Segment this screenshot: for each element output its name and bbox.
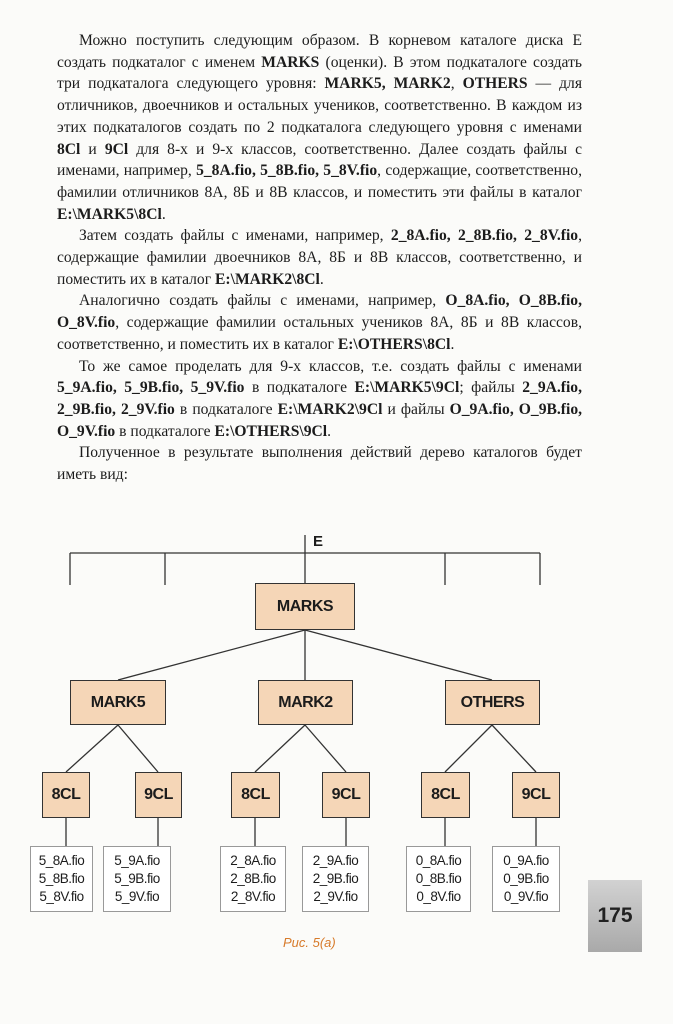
page-number: 175 <box>588 880 642 952</box>
bold-term: OTHERS <box>462 75 528 93</box>
file-name: 5_9A.fio <box>114 853 160 868</box>
file-list <box>406 846 471 912</box>
text-run: , содержащие фамилии остальных учеников 8А, 8Б и 8В классов, соответственно, и поместить их в каталог <box>57 314 582 353</box>
bold-term: MARKS <box>261 53 320 71</box>
bold-term: E:\MARK5\9Cl <box>354 379 460 397</box>
text-run: Можно поступить следующим образом. В корневом каталоге диска Е создать подкаталог с именем <box>57 32 582 71</box>
bold-term: E:\OTHERS\9Cl <box>214 422 328 440</box>
file-name: 5_8A.fio <box>38 853 85 868</box>
text-run: ; файлы <box>459 379 523 397</box>
root-drive-label: E <box>313 533 324 550</box>
file-name: 2_8A.fio <box>230 853 276 868</box>
text-run: Полученное в результате выполнения действий дерево каталогов будет иметь вид: <box>57 444 582 484</box>
folder-others: OTHERS <box>445 680 540 725</box>
text-run: Аналогично создать файлы с именами, например, <box>79 292 446 310</box>
text-run: и <box>80 140 105 158</box>
file-list <box>30 846 93 912</box>
text-run: . <box>319 270 324 288</box>
file-name: 5_9B.fio <box>114 871 160 886</box>
text-run: (оценки). В этом подкаталоге создать три подкаталога следующего уровня: <box>57 53 582 93</box>
text-run: , <box>450 75 463 93</box>
text-run: Затем создать файлы с именами, например, <box>79 227 391 245</box>
bold-term: 2_9A.fio, 2_9B.fio, 2_9V.fio <box>57 379 583 418</box>
bold-term: 8Cl <box>57 140 81 158</box>
text-run: для 8-х и 9-х классов, соответственно. Далее создать файлы с именами, например, <box>57 140 582 180</box>
text-run: в подкаталоге <box>244 379 355 397</box>
file-name: 5_8B.fio <box>38 871 85 886</box>
file-list <box>103 846 171 912</box>
text-run: — для отличников, двоечников и остальных учеников, соответственно. В каждом из этих подкаталогов создать по 2 подкаталога следующего уровня с именами <box>57 75 582 136</box>
folder-9cl: 9CL <box>512 772 560 818</box>
folder-8cl: 8CL <box>42 772 90 818</box>
bold-term: 5_9A.fio, 5_9B.fio, 5_9V.fio <box>57 379 245 397</box>
file-name: 5_9V.fio <box>114 889 160 904</box>
file-name: 2_9B.fio <box>312 871 359 886</box>
bold-term: E:\MARK2\9Cl <box>277 400 383 418</box>
file-name: 0_8A.fio <box>415 853 462 868</box>
file-name: 0_9V.fio <box>503 889 549 904</box>
figure-caption: Рис. 5(a) <box>283 935 336 950</box>
folder-marks: MARKS <box>255 583 355 630</box>
file-name: 0_8B.fio <box>415 871 462 886</box>
text-run: То же самое проделать для 9-х классов, т.е. создать файлы с именами <box>79 357 582 375</box>
text-run: , содержащие, соответственно, фамилии отличников 8А, 8Б и 8В классов, и поместить эти файлы в каталог <box>57 162 583 201</box>
bold-term: 2_8A.fio, 2_8B.fio, 2_8V.fio <box>390 227 579 245</box>
folder-9cl: 9CL <box>322 772 370 818</box>
file-name: 0_9A.fio <box>503 853 549 868</box>
file-name: 2_9V.fio <box>313 889 358 904</box>
text-run: . <box>327 422 332 440</box>
bold-term: 5_8A.fio, 5_8B.fio, 5_8V.fio <box>196 162 378 180</box>
folder-mark5: MARK5 <box>70 680 166 725</box>
bold-term: E:\OTHERS\8Cl <box>337 335 451 353</box>
file-name: 5_8V.fio <box>39 889 84 904</box>
bold-term: MARK5, MARK2 <box>324 75 451 93</box>
text-run: . <box>450 335 455 353</box>
file-name: 2_9A.fio <box>312 853 359 868</box>
folder-9cl: 9CL <box>135 772 182 818</box>
text-run: в подкаталоге <box>174 400 278 418</box>
bold-term: E:\MARK5\8Cl <box>57 205 162 223</box>
text-run: и файлы <box>382 400 450 418</box>
file-name: 2_8V.fio <box>230 889 276 904</box>
file-name: 0_9B.fio <box>503 871 549 886</box>
bold-term: O_8A.fio, O_8B.fio, O_8V.fio <box>57 292 582 332</box>
bold-term: O_9A.fio, O_9B.fio, O_9V.fio <box>57 400 583 440</box>
file-list <box>492 846 560 912</box>
bold-term: E:\MARK2\8Cl <box>215 270 320 288</box>
folder-mark2: MARK2 <box>258 680 353 725</box>
text-run: . <box>161 205 166 223</box>
folder-8cl: 8CL <box>231 772 280 818</box>
file-list <box>302 846 369 912</box>
file-name: 2_8B.fio <box>230 871 276 886</box>
text-run: в подкаталоге <box>115 422 215 440</box>
bold-term: 9Cl <box>104 140 129 158</box>
file-name: 0_8V.fio <box>416 889 461 904</box>
folder-8cl: 8CL <box>421 772 470 818</box>
text-run: , содержащие фамилии двоечников 8А, 8Б и 8В классов, соответственно, и поместить их в каталог <box>57 227 582 288</box>
file-list <box>220 846 286 912</box>
